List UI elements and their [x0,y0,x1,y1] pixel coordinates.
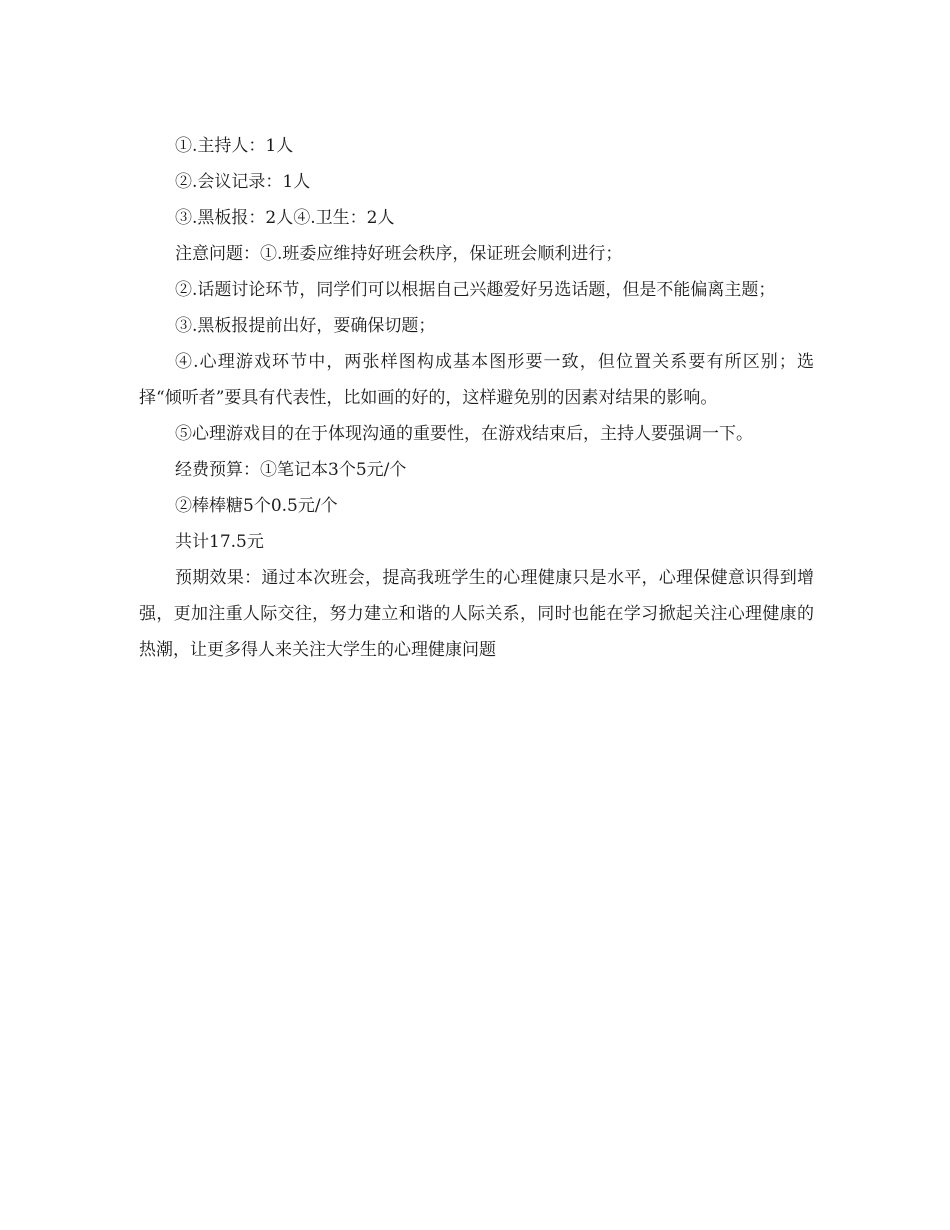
paragraph-host: ①.主持人：1人 [175,136,294,156]
paragraph-budget-notebook: 经费预算：①笔记本3个5元/个 [175,460,407,480]
paragraph-minutes: ②.会议记录：1人 [175,172,311,192]
document-body [139,128,814,668]
paragraph-blackboard-hygiene: ③.黑板报：2人④.卫生：2人 [175,208,395,228]
paragraph-expected-effect: 预期效果：通过本次班会，提高我班学生的心理健康只是水平，心理保健意识得到增强，更加注重人际交往，努力建立和谐的人际关系，同时也能在学习掀起关注心理健康的热潮，让更多得人来关注大学生的心理健康问题 [139,568,814,660]
paragraph-budget-total: 共计17.5元 [175,532,264,552]
paragraph-note-blackboard: ③.黑板报提前出好，要确保切题； [175,316,436,336]
paragraph-budget-lollipop: ②棒棒糖5个0.5元/个 [175,496,338,516]
paragraph-note-game: ④.心理游戏环节中，两张样图构成基本图形要一致，但位置关系要有所区别；选择“倾听者”要具有代表性，比如画的好的，这样避免别的因素对结果的影响。 [139,352,814,408]
paragraph-notes-heading: 注意问题：①.班委应维持好班会秩序，保证班会顺利进行； [175,244,623,264]
paragraph-note-purpose: ⑤心理游戏目的在于体现沟通的重要性，在游戏结束后，主持人要强调一下。 [175,424,753,444]
paragraph-note-topic: ②.话题讨论环节，同学们可以根据自己兴趣爱好另选话题，但是不能偏离主题； [175,280,776,300]
